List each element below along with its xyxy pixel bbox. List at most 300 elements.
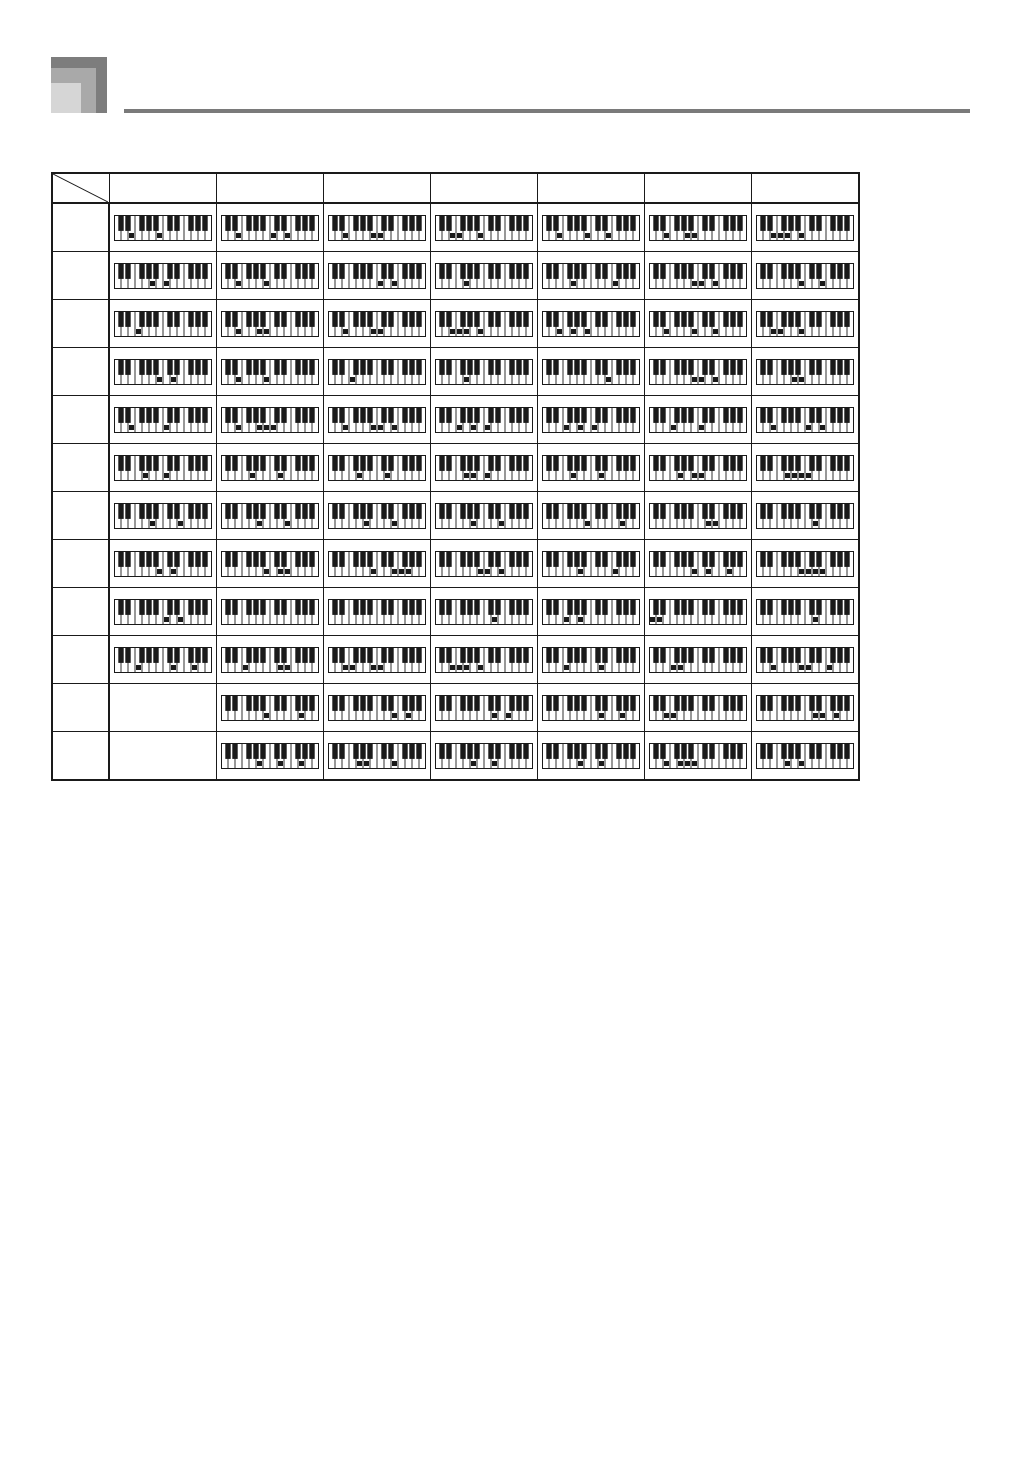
white-key-marker bbox=[236, 281, 241, 286]
black-key bbox=[340, 743, 345, 758]
black-key bbox=[233, 695, 238, 710]
black-key bbox=[403, 743, 408, 758]
black-key bbox=[596, 503, 601, 518]
black-key bbox=[440, 455, 445, 470]
black-key bbox=[738, 311, 743, 326]
black-key bbox=[517, 647, 522, 662]
black-key bbox=[682, 599, 687, 614]
black-key bbox=[738, 503, 743, 518]
keyboard-diagram bbox=[328, 599, 426, 625]
black-key bbox=[631, 407, 636, 422]
keyboard-diagram bbox=[542, 695, 640, 721]
black-key bbox=[510, 551, 515, 566]
black-key bbox=[403, 695, 408, 710]
black-key bbox=[761, 263, 766, 278]
black-key bbox=[654, 647, 659, 662]
white-key-marker bbox=[385, 473, 390, 478]
black-key bbox=[296, 647, 301, 662]
black-key bbox=[796, 455, 801, 470]
white-key-marker bbox=[278, 761, 283, 766]
chord-cell bbox=[752, 636, 860, 684]
black-key bbox=[582, 599, 587, 614]
black-key bbox=[682, 455, 687, 470]
black-key bbox=[417, 359, 422, 374]
black-key bbox=[768, 263, 773, 278]
chord-cell bbox=[645, 300, 752, 348]
chord-cell bbox=[538, 396, 645, 444]
black-key bbox=[361, 743, 366, 758]
black-key bbox=[368, 455, 373, 470]
black-key bbox=[724, 455, 729, 470]
white-key-marker bbox=[557, 329, 562, 334]
black-key bbox=[361, 263, 366, 278]
chord-cell bbox=[752, 492, 860, 540]
white-key-marker bbox=[799, 281, 804, 286]
black-key bbox=[361, 599, 366, 614]
black-key bbox=[496, 455, 501, 470]
black-key bbox=[838, 599, 843, 614]
black-key bbox=[147, 215, 152, 230]
black-key bbox=[368, 311, 373, 326]
row-label bbox=[52, 444, 109, 492]
chord-cell bbox=[109, 252, 217, 300]
black-key bbox=[168, 455, 173, 470]
black-key bbox=[296, 551, 301, 566]
chord-cell bbox=[752, 444, 860, 492]
black-key bbox=[233, 743, 238, 758]
white-key-marker bbox=[285, 521, 290, 526]
chord-cell bbox=[324, 684, 431, 732]
white-key-marker bbox=[450, 665, 455, 670]
keyboard-diagram bbox=[435, 599, 533, 625]
black-key bbox=[831, 263, 836, 278]
white-key-marker bbox=[813, 521, 818, 526]
black-key bbox=[496, 695, 501, 710]
black-key bbox=[496, 551, 501, 566]
keyboard-diagram bbox=[114, 647, 212, 673]
chord-cell bbox=[324, 492, 431, 540]
black-key bbox=[403, 551, 408, 566]
chord-cell bbox=[217, 252, 324, 300]
black-key bbox=[554, 695, 559, 710]
black-key bbox=[582, 695, 587, 710]
black-key bbox=[226, 695, 231, 710]
black-key bbox=[661, 503, 666, 518]
black-key bbox=[361, 695, 366, 710]
black-key bbox=[831, 215, 836, 230]
white-key-marker bbox=[343, 425, 348, 430]
black-key bbox=[810, 407, 815, 422]
black-key bbox=[417, 503, 422, 518]
black-key bbox=[475, 599, 480, 614]
black-key bbox=[410, 359, 415, 374]
black-key bbox=[654, 455, 659, 470]
black-key bbox=[738, 215, 743, 230]
white-key-marker bbox=[343, 233, 348, 238]
black-key bbox=[582, 263, 587, 278]
black-key bbox=[340, 359, 345, 374]
white-key-marker bbox=[285, 665, 290, 670]
white-key-marker bbox=[799, 233, 804, 238]
row-label bbox=[52, 252, 109, 300]
black-key bbox=[282, 263, 287, 278]
black-key bbox=[703, 263, 708, 278]
keyboard-diagram bbox=[542, 743, 640, 769]
white-key-marker bbox=[129, 233, 134, 238]
white-key-marker bbox=[492, 617, 497, 622]
black-key bbox=[789, 551, 794, 566]
black-key bbox=[489, 215, 494, 230]
black-key bbox=[554, 647, 559, 662]
chord-chart-table bbox=[51, 172, 860, 781]
black-key bbox=[303, 407, 308, 422]
black-key bbox=[196, 551, 201, 566]
black-key bbox=[196, 407, 201, 422]
keyboard-diagram bbox=[756, 407, 854, 433]
black-key bbox=[203, 551, 208, 566]
black-key bbox=[254, 647, 259, 662]
keyboard-diagram bbox=[435, 359, 533, 385]
black-key bbox=[247, 551, 252, 566]
black-key bbox=[440, 647, 445, 662]
black-key bbox=[447, 647, 452, 662]
black-key bbox=[624, 407, 629, 422]
black-key bbox=[631, 503, 636, 518]
black-key bbox=[475, 407, 480, 422]
white-key-marker bbox=[171, 569, 176, 574]
black-key bbox=[603, 263, 608, 278]
black-key bbox=[624, 599, 629, 614]
keyboard-diagram bbox=[542, 647, 640, 673]
black-key bbox=[831, 743, 836, 758]
table-header-row bbox=[52, 173, 859, 203]
chord-cell bbox=[538, 444, 645, 492]
black-key bbox=[440, 503, 445, 518]
black-key bbox=[796, 215, 801, 230]
white-key-marker bbox=[457, 233, 462, 238]
black-key bbox=[496, 503, 501, 518]
white-key-marker bbox=[806, 569, 811, 574]
black-key bbox=[575, 743, 580, 758]
column-header bbox=[431, 173, 538, 203]
black-key bbox=[817, 647, 822, 662]
keyboard-diagram bbox=[756, 647, 854, 673]
white-key-marker bbox=[371, 569, 376, 574]
table-row bbox=[52, 684, 859, 732]
black-key bbox=[233, 215, 238, 230]
black-key bbox=[510, 503, 515, 518]
black-key bbox=[461, 743, 466, 758]
black-key bbox=[340, 407, 345, 422]
black-key bbox=[582, 311, 587, 326]
black-key bbox=[810, 647, 815, 662]
black-key bbox=[838, 551, 843, 566]
black-key bbox=[517, 359, 522, 374]
white-key-marker bbox=[171, 665, 176, 670]
black-key bbox=[654, 311, 659, 326]
black-key bbox=[689, 599, 694, 614]
black-key bbox=[554, 551, 559, 566]
black-key bbox=[510, 311, 515, 326]
chord-cell bbox=[109, 348, 217, 396]
black-key bbox=[168, 551, 173, 566]
black-key bbox=[596, 551, 601, 566]
black-key bbox=[654, 599, 659, 614]
black-key bbox=[575, 599, 580, 614]
black-key bbox=[403, 359, 408, 374]
black-key bbox=[275, 407, 280, 422]
black-key bbox=[761, 407, 766, 422]
black-key bbox=[724, 695, 729, 710]
black-key bbox=[310, 695, 315, 710]
keyboard-diagram bbox=[114, 551, 212, 577]
black-key bbox=[247, 263, 252, 278]
white-key-marker bbox=[792, 473, 797, 478]
black-key bbox=[282, 359, 287, 374]
white-key-marker bbox=[606, 377, 611, 382]
black-key bbox=[682, 215, 687, 230]
black-key bbox=[731, 695, 736, 710]
white-key-marker bbox=[671, 425, 676, 430]
black-key bbox=[682, 311, 687, 326]
black-key bbox=[254, 407, 259, 422]
black-key bbox=[761, 743, 766, 758]
white-key-marker bbox=[799, 329, 804, 334]
black-key bbox=[389, 503, 394, 518]
white-key-marker bbox=[771, 425, 776, 430]
black-key bbox=[382, 695, 387, 710]
chord-cell bbox=[431, 684, 538, 732]
black-key bbox=[603, 455, 608, 470]
black-key bbox=[403, 311, 408, 326]
black-key bbox=[196, 263, 201, 278]
black-key bbox=[354, 407, 359, 422]
black-key bbox=[475, 647, 480, 662]
black-key bbox=[489, 695, 494, 710]
chord-cell bbox=[431, 252, 538, 300]
black-key bbox=[203, 215, 208, 230]
black-key bbox=[789, 743, 794, 758]
white-key-marker bbox=[692, 281, 697, 286]
chord-cell bbox=[109, 540, 217, 588]
white-key-marker bbox=[471, 521, 476, 526]
black-key bbox=[517, 407, 522, 422]
black-key bbox=[731, 743, 736, 758]
chord-cell bbox=[109, 684, 217, 732]
black-key bbox=[475, 743, 480, 758]
black-key bbox=[368, 743, 373, 758]
black-key bbox=[282, 695, 287, 710]
black-key bbox=[547, 215, 552, 230]
table-row bbox=[52, 732, 859, 781]
black-key bbox=[731, 215, 736, 230]
black-key bbox=[682, 695, 687, 710]
keyboard-diagram bbox=[649, 551, 747, 577]
keyboard-diagram bbox=[221, 311, 319, 337]
black-key bbox=[782, 407, 787, 422]
chord-cell bbox=[217, 732, 324, 781]
black-key bbox=[303, 263, 308, 278]
white-key-marker bbox=[264, 425, 269, 430]
black-key bbox=[524, 407, 529, 422]
black-key bbox=[261, 407, 266, 422]
white-key-marker bbox=[664, 329, 669, 334]
black-key bbox=[703, 311, 708, 326]
black-key bbox=[447, 599, 452, 614]
black-key bbox=[738, 599, 743, 614]
white-key-marker bbox=[771, 233, 776, 238]
black-key bbox=[261, 503, 266, 518]
black-key bbox=[447, 263, 452, 278]
chord-cell bbox=[324, 636, 431, 684]
black-key bbox=[738, 695, 743, 710]
white-key-marker bbox=[371, 425, 376, 430]
keyboard-diagram bbox=[649, 407, 747, 433]
black-key bbox=[845, 743, 850, 758]
black-key bbox=[247, 311, 252, 326]
black-key bbox=[340, 647, 345, 662]
black-key bbox=[489, 647, 494, 662]
black-key bbox=[724, 599, 729, 614]
black-key bbox=[333, 599, 338, 614]
black-key bbox=[789, 263, 794, 278]
black-key bbox=[661, 647, 666, 662]
white-key-marker bbox=[257, 521, 262, 526]
black-key bbox=[496, 263, 501, 278]
black-key bbox=[126, 407, 131, 422]
black-key bbox=[154, 359, 159, 374]
black-key bbox=[126, 263, 131, 278]
black-key bbox=[303, 503, 308, 518]
black-key bbox=[147, 455, 152, 470]
chord-cell bbox=[217, 540, 324, 588]
black-key bbox=[631, 215, 636, 230]
black-key bbox=[461, 503, 466, 518]
black-key bbox=[524, 743, 529, 758]
black-key bbox=[461, 695, 466, 710]
black-key bbox=[845, 503, 850, 518]
black-key bbox=[831, 551, 836, 566]
black-key bbox=[789, 647, 794, 662]
keyboard-diagram bbox=[114, 407, 212, 433]
black-key bbox=[796, 359, 801, 374]
black-key bbox=[703, 359, 708, 374]
black-key bbox=[468, 551, 473, 566]
black-key bbox=[140, 215, 145, 230]
black-key bbox=[447, 503, 452, 518]
black-key bbox=[254, 503, 259, 518]
table-row bbox=[52, 300, 859, 348]
keyboard-diagram bbox=[649, 743, 747, 769]
black-key bbox=[140, 551, 145, 566]
black-key bbox=[340, 551, 345, 566]
black-key bbox=[817, 503, 822, 518]
black-key bbox=[417, 215, 422, 230]
white-key-marker bbox=[399, 569, 404, 574]
black-key bbox=[810, 455, 815, 470]
black-key bbox=[189, 407, 194, 422]
row-label bbox=[52, 588, 109, 636]
chord-cell bbox=[217, 348, 324, 396]
black-key bbox=[617, 359, 622, 374]
black-key bbox=[461, 599, 466, 614]
black-key bbox=[389, 551, 394, 566]
black-key bbox=[247, 599, 252, 614]
chord-cell bbox=[324, 252, 431, 300]
black-key bbox=[303, 359, 308, 374]
chord-cell bbox=[431, 588, 538, 636]
black-key bbox=[675, 743, 680, 758]
white-key-marker bbox=[457, 425, 462, 430]
black-key bbox=[547, 263, 552, 278]
black-key bbox=[631, 647, 636, 662]
black-key bbox=[354, 311, 359, 326]
black-key bbox=[575, 551, 580, 566]
black-key bbox=[354, 455, 359, 470]
black-key bbox=[582, 647, 587, 662]
black-key bbox=[440, 263, 445, 278]
black-key bbox=[789, 503, 794, 518]
black-key bbox=[361, 503, 366, 518]
black-key bbox=[510, 407, 515, 422]
black-key bbox=[689, 263, 694, 278]
chord-cell bbox=[645, 492, 752, 540]
black-key bbox=[796, 695, 801, 710]
black-key bbox=[661, 359, 666, 374]
black-key bbox=[710, 551, 715, 566]
white-key-marker bbox=[771, 329, 776, 334]
white-key-marker bbox=[464, 377, 469, 382]
white-key-marker bbox=[727, 569, 732, 574]
black-key bbox=[261, 599, 266, 614]
black-key bbox=[768, 551, 773, 566]
black-key bbox=[517, 503, 522, 518]
black-key bbox=[631, 311, 636, 326]
black-key bbox=[568, 551, 573, 566]
black-key bbox=[147, 311, 152, 326]
row-label bbox=[52, 540, 109, 588]
black-key bbox=[275, 551, 280, 566]
black-key bbox=[368, 647, 373, 662]
chord-cell bbox=[431, 540, 538, 588]
black-key bbox=[524, 311, 529, 326]
keyboard-diagram bbox=[756, 311, 854, 337]
black-key bbox=[368, 551, 373, 566]
white-key-marker bbox=[150, 521, 155, 526]
black-key bbox=[817, 743, 822, 758]
black-key bbox=[838, 503, 843, 518]
black-key bbox=[661, 695, 666, 710]
keyboard-diagram bbox=[114, 503, 212, 529]
black-key bbox=[196, 599, 201, 614]
black-key bbox=[340, 263, 345, 278]
black-key bbox=[703, 407, 708, 422]
black-key bbox=[126, 359, 131, 374]
black-key bbox=[654, 503, 659, 518]
black-key bbox=[354, 359, 359, 374]
white-key-marker bbox=[157, 233, 162, 238]
black-key bbox=[654, 359, 659, 374]
keyboard-diagram bbox=[649, 215, 747, 241]
black-key bbox=[410, 551, 415, 566]
black-key bbox=[817, 359, 822, 374]
black-key bbox=[689, 647, 694, 662]
black-key bbox=[354, 695, 359, 710]
black-key bbox=[189, 311, 194, 326]
keyboard-diagram bbox=[221, 743, 319, 769]
white-key-marker bbox=[136, 329, 141, 334]
black-key bbox=[575, 647, 580, 662]
